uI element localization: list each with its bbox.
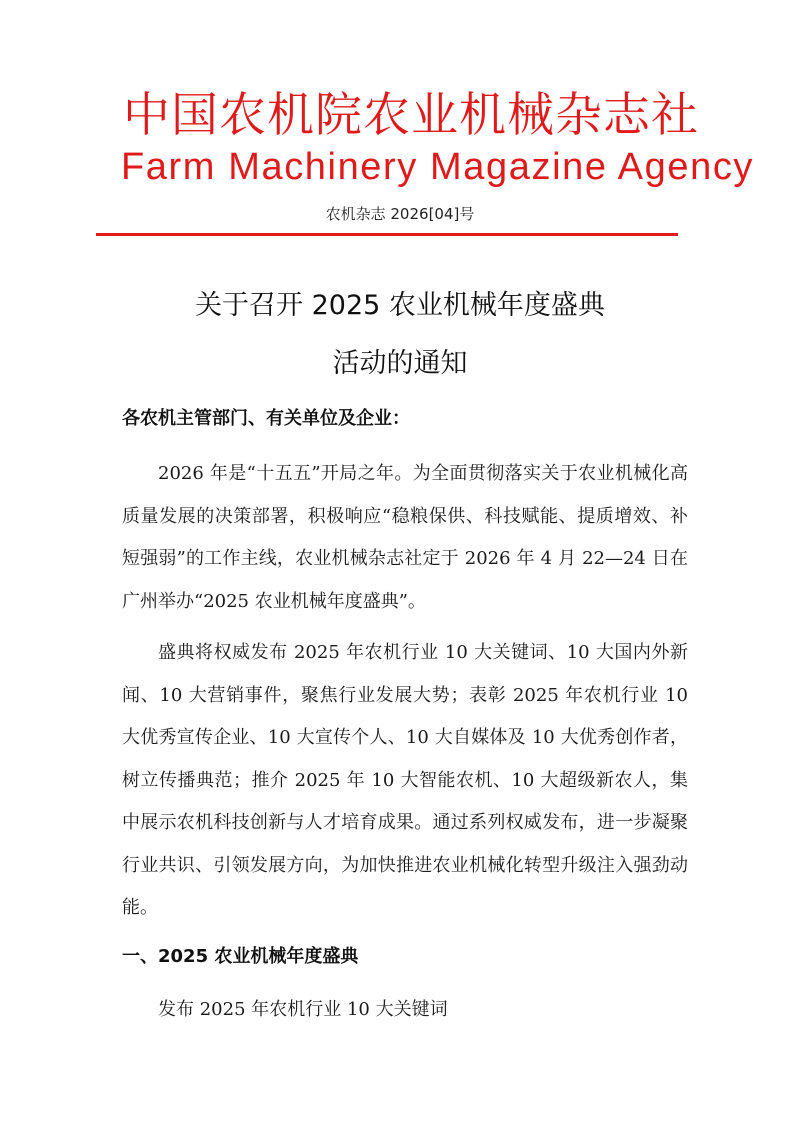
agency-name-english: Farm Machinery Magazine Agency	[121, 146, 755, 188]
header-divider	[96, 233, 678, 236]
salutation: 各农机主管部门、有关单位及企业：	[122, 408, 410, 429]
section-heading: 一、2025 农业机械年度盛典	[122, 946, 359, 967]
title-line-1: 关于召开 2025 农业机械年度盛典	[195, 290, 605, 321]
agency-name-chinese: 中国农机院农业机械杂志社	[123, 88, 699, 143]
body-paragraph: 盛典将权威发布 2025 年农机行业 10 大关键词、10 大国内外新闻、10 大营销事件，聚焦行业发展大势；表彰 2025 年农机行业 10 大优秀宣传企业、10 大宣传个人、10 大自媒体及 10 大优秀创作者，树立传播典范；推介 2025 年 10 大智能农机、10 大超级新农人，集中展示农机科技创新与人才培育成果。通过系列权威发布，进一步凝聚行业共识、引领发展方向，为加快推进农业机械化转型升级注入强劲动能。	[122, 642, 688, 918]
title-line-2: 活动的通知	[332, 348, 468, 379]
document-number: 农机杂志 2026[04]号	[325, 205, 475, 223]
body-paragraph: 2026 年是“十五五”开局之年。为全面贯彻落实关于农业机械化高质量发展的决策部署，积极响应“稳粮保供、科技赋能、提质增效、补短强弱”的工作主线，农业机械杂志社定于 2026 年 4 月 22—24 日在广州举办“2025 农业机械年度盛典”。	[122, 463, 688, 612]
section-item: 发布 2025 年农机行业 10 大关键词	[158, 999, 448, 1020]
